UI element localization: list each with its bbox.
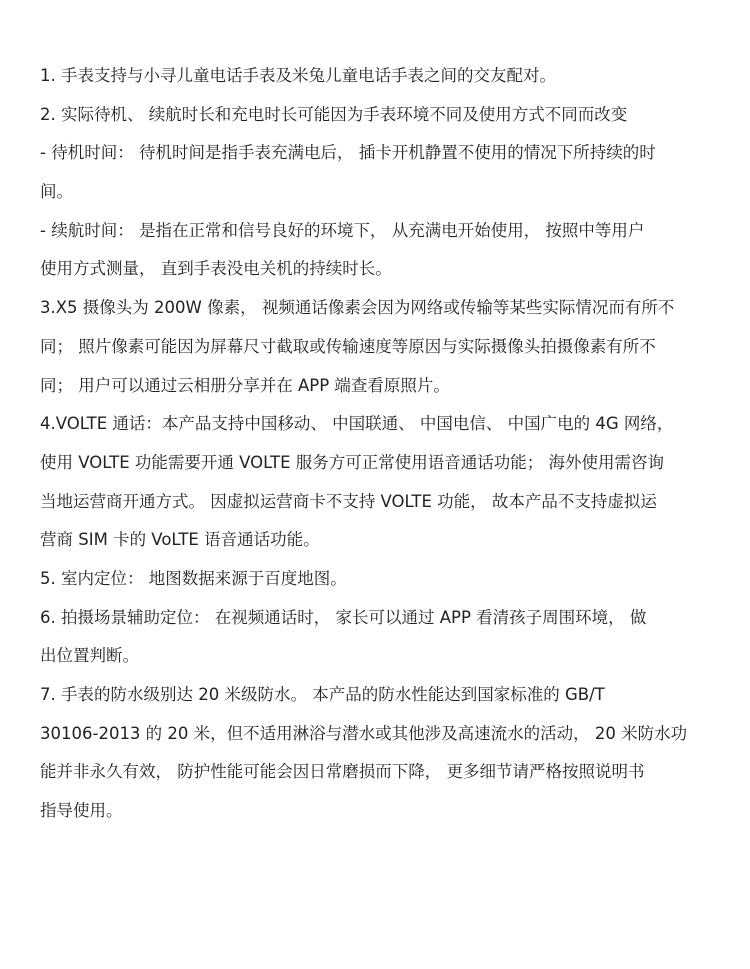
note-line: 营商 SIM 卡的 VoLTE 语音通话功能。 <box>40 530 320 550</box>
note-line: 2. 实际待机、 续航时长和充电时长可能因为手表环境不同及使用方式不同而改变 <box>40 104 628 124</box>
note-line: - 续航时间： 是指在正常和信号良好的环境下， 从充满电开始使用， 按照中等用户 <box>40 220 645 240</box>
note-line: 当地运营商开通方式。 因虚拟运营商卡不支持 VOLTE 功能， 故本产品不支持虚拟运 <box>40 491 657 511</box>
note-line: 6. 拍摄场景辅助定位： 在视频通话时， 家长可以通过 APP 看清孩子周围环境， 做 <box>40 607 647 627</box>
note-line: 使用方式测量， 直到手表没电关机的持续时长。 <box>40 259 392 279</box>
note-line: 能并非永久有效， 防护性能可能会因日常磨损而下降， 更多细节请严格按照说明书 <box>40 762 645 782</box>
product-notes <box>40 57 712 831</box>
note-line: 1. 手表支持与小寻儿童电话手表及米兔儿童电话手表之间的交友配对。 <box>40 66 556 85</box>
note-line: 同； 照片像素可能因为屏幕尺寸截取或传输速度等原因与实际摄像头拍摄像素有所不 <box>40 336 656 356</box>
note-line: 使用 VOLTE 功能需要开通 VOLTE 服务方可正常使用语音通话功能； 海外使用需咨询 <box>40 452 665 472</box>
note-line: 30106-2013 的 20 米，但不适用淋浴与潜水或其他涉及高速流水的活动， 20 米防水功 <box>40 723 688 743</box>
note-line: 出位置判断。 <box>40 646 139 666</box>
note-line: - 待机时间： 待机时间是指手表充满电后， 插卡开机静置不使用的情况下所持续的时 <box>40 143 656 163</box>
note-line: 7. 手表的防水级别达 20 米级防水。 本产品的防水性能达到国家标准的 GB/T <box>40 685 605 704</box>
note-line: 3.X5 摄像头为 200W 像素， 视频通话像素会因为网络或传输等某些实际情况而有所不 <box>40 298 675 318</box>
note-line: 5. 室内定位： 地图数据来源于百度地图。 <box>40 568 347 588</box>
note-line: 指导使用。 <box>40 801 123 821</box>
note-line: 同； 用户可以通过云相册分享并在 APP 端查看原照片。 <box>40 375 450 395</box>
note-line: 4.VOLTE 通话：本产品支持中国移动、 中国联通、 中国电信、 中国广电的 4G 网络， <box>40 414 674 434</box>
note-line: 间。 <box>40 182 73 202</box>
